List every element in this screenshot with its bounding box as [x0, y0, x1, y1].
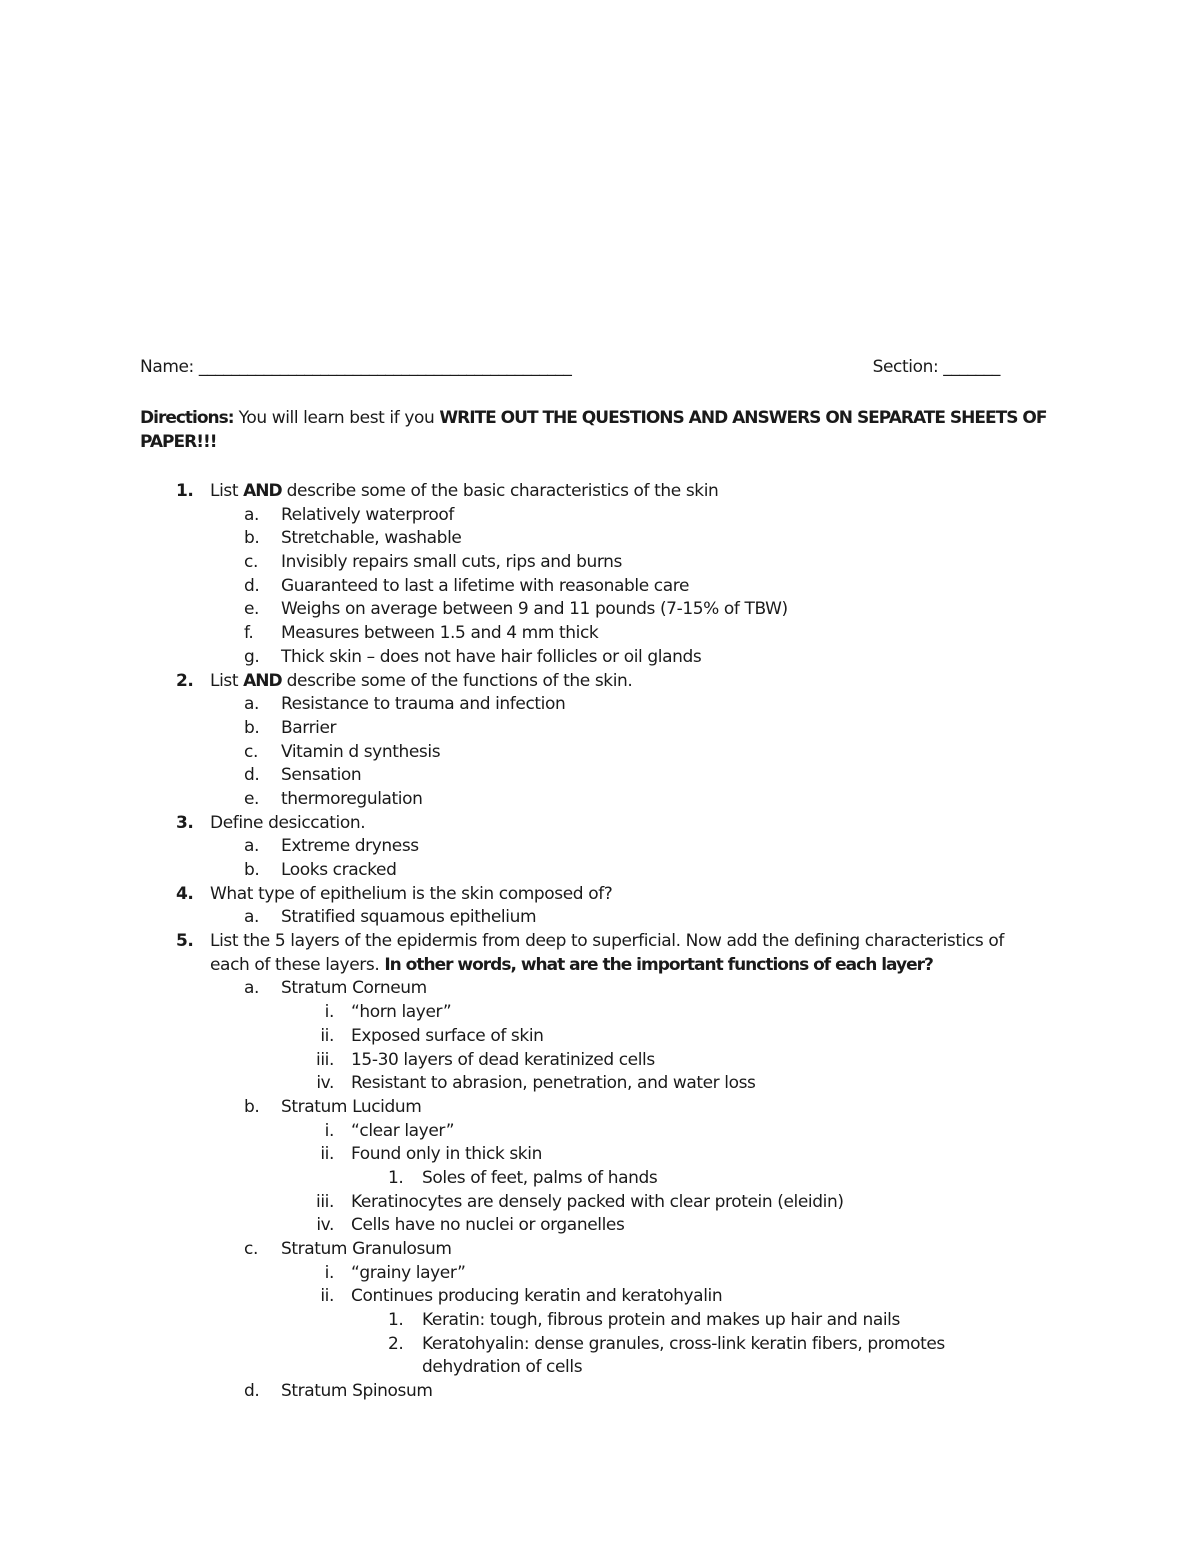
question-text-bold: In other words, what are the important functions of each layer?: [384, 954, 933, 975]
sub-item: [140, 1262, 1060, 1286]
section-field-label: Section: _______: [872, 357, 1000, 377]
layer-item: [140, 1096, 1060, 1120]
layer-item: [140, 977, 1060, 1001]
item-text: Extreme dryness: [281, 836, 419, 857]
question-number: 2.: [176, 670, 194, 691]
item-text: Stratum Lucidum: [281, 1096, 422, 1117]
directions-label: Directions:: [140, 408, 234, 428]
answer-item: [140, 906, 1060, 930]
item-text: Stratum Corneum: [281, 978, 427, 999]
sub-item: [140, 1049, 1060, 1073]
item-text: Stratified squamous epithelium: [281, 907, 537, 928]
sub-sub-item-text: Keratohyalin: dense granules, cross-link keratin fibers, promotes: [422, 1333, 945, 1354]
item-label: g.: [244, 646, 260, 667]
sub-sub-item: [140, 1309, 1060, 1333]
answer-item: [140, 598, 1060, 622]
layer-item: [140, 1238, 1060, 1262]
item-text: Stratum Spinosum: [281, 1381, 433, 1402]
item-label: a.: [244, 504, 260, 525]
answer-item: [140, 504, 1060, 528]
question-5: [140, 930, 1060, 954]
item-text: Vitamin d synthesis: [281, 741, 441, 762]
item-text: thermoregulation: [281, 788, 423, 809]
item-text: Measures between 1.5 and 4 mm thick: [281, 623, 599, 644]
item-label: d.: [244, 765, 260, 786]
worksheet: [140, 355, 1060, 1404]
sub-item-text: “horn layer”: [351, 1002, 452, 1023]
sub-item: [140, 1072, 1060, 1096]
number-label: 1.: [388, 1310, 404, 1331]
item-label: c.: [244, 1239, 258, 1259]
question-text: Define desiccation.: [210, 812, 366, 833]
sub-item-text: Found only in thick skin: [351, 1144, 542, 1165]
layer-item: [140, 1380, 1060, 1404]
roman-label: iii.: [316, 1191, 334, 1212]
roman-label: ii.: [320, 1025, 334, 1046]
directions-text: You will learn best if you: [233, 408, 440, 428]
roman-label: iii.: [316, 1049, 334, 1070]
number-label: 1.: [388, 1167, 404, 1188]
item-text: Relatively waterproof: [281, 504, 454, 525]
sub-item-text: 15-30 layers of dead keratinized cells: [351, 1049, 655, 1070]
item-text: Stretchable, washable: [281, 528, 462, 549]
item-label: e.: [244, 599, 260, 620]
item-label: e.: [244, 788, 260, 809]
directions-emphasis: WRITE OUT THE QUESTIONS AND ANSWERS ON SEPARATE SHEETS OF PAPER!!!: [140, 408, 1047, 452]
answer-item: [140, 646, 1060, 670]
roman-label: ii.: [320, 1286, 334, 1307]
sub-item: [140, 1191, 1060, 1215]
sub-item-text: Exposed surface of skin: [351, 1025, 544, 1046]
item-text: Barrier: [281, 717, 337, 738]
item-label: a.: [244, 978, 260, 999]
question-text-line-2: each of these layers.: [210, 954, 385, 975]
item-label: a.: [244, 836, 260, 857]
sub-item: [140, 1025, 1060, 1049]
item-text: Stratum Granulosum: [281, 1239, 452, 1259]
sub-item-text: Resistant to abrasion, penetration, and water loss: [351, 1073, 756, 1094]
item-label: d.: [244, 575, 260, 596]
question-text-pre: List: [210, 481, 244, 501]
item-text: Guaranteed to last a lifetime with reasonable care: [281, 575, 690, 596]
question-number: 3.: [176, 812, 194, 833]
item-label: b.: [244, 717, 260, 738]
item-text: Sensation: [281, 765, 362, 786]
item-label: b.: [244, 860, 260, 880]
question-number: 1.: [176, 481, 194, 501]
question-text-bold: AND: [243, 670, 282, 691]
question-2: [140, 670, 1060, 694]
sub-sub-item-continued: [140, 1356, 1060, 1380]
answer-item: [140, 575, 1060, 599]
sub-item-text: Keratinocytes are densely packed with clear protein (eleidin): [351, 1191, 844, 1212]
roman-label: ii.: [320, 1144, 334, 1165]
item-label: c.: [244, 552, 258, 573]
sub-item-text: Continues producing keratin and keratohyalin: [351, 1286, 723, 1307]
answer-item: [140, 859, 1060, 883]
sub-sub-item-text: Keratin: tough, fibrous protein and makes up hair and nails: [422, 1310, 900, 1331]
sub-sub-item: [140, 1167, 1060, 1191]
sub-sub-item-text: dehydration of cells: [422, 1357, 583, 1378]
answer-item: [140, 835, 1060, 859]
question-text: What type of epithelium is the skin composed of?: [210, 883, 613, 904]
question-text-pre: List: [210, 670, 244, 691]
header-row: [140, 355, 1000, 379]
answer-item: [140, 693, 1060, 717]
question-text-post: describe some of the basic characteristics of the skin: [281, 481, 719, 501]
item-label: c.: [244, 741, 258, 762]
sub-item: [140, 1214, 1060, 1238]
question-3: [140, 812, 1060, 836]
sub-sub-item: [140, 1333, 1060, 1357]
item-label: a.: [244, 907, 260, 928]
name-field-label: Name: ______________________________________________: [140, 357, 572, 377]
item-text: Looks cracked: [281, 860, 397, 880]
question-number: 4.: [176, 883, 194, 904]
item-label: d.: [244, 1381, 260, 1402]
roman-label: i.: [324, 1002, 334, 1023]
sub-item-text: “clear layer”: [351, 1120, 455, 1141]
number-label: 2.: [388, 1333, 404, 1354]
item-label: a.: [244, 694, 260, 715]
question-text-line-1: List the 5 layers of the epidermis from deep to superficial. Now add the defining characteristics of: [210, 931, 1004, 952]
question-1: [140, 480, 1060, 504]
roman-label: i.: [324, 1120, 334, 1141]
sub-item: [140, 1120, 1060, 1144]
sub-sub-item-text: Soles of feet, palms of hands: [422, 1167, 658, 1188]
sub-item: [140, 1143, 1060, 1167]
answer-item: [140, 622, 1060, 646]
sub-item-text: Cells have no nuclei or organelles: [351, 1215, 625, 1236]
answer-item: [140, 551, 1060, 575]
question-4: [140, 883, 1060, 907]
question-number: 5.: [176, 931, 194, 952]
item-text: Weighs on average between 9 and 11 pounds (7-15% of TBW): [281, 599, 788, 620]
question-5-continued: [140, 954, 1060, 978]
item-text: Invisibly repairs small cuts, rips and burns: [281, 552, 622, 573]
item-text: Thick skin – does not have hair follicles or oil glands: [281, 646, 702, 667]
answer-item: [140, 764, 1060, 788]
item-label: f.: [244, 623, 254, 644]
directions: [140, 406, 1060, 454]
answer-item: [140, 788, 1060, 812]
answer-item: [140, 741, 1060, 765]
roman-label: iv.: [316, 1073, 334, 1094]
roman-label: i.: [324, 1262, 334, 1283]
sub-item: [140, 1285, 1060, 1309]
question-text-bold: AND: [243, 481, 282, 501]
sub-item-text: “grainy layer”: [351, 1262, 466, 1283]
roman-label: iv.: [316, 1215, 334, 1236]
item-label: b.: [244, 1096, 260, 1117]
item-label: b.: [244, 528, 260, 549]
question-text-post: describe some of the functions of the skin.: [281, 670, 633, 691]
item-text: Resistance to trauma and infection: [281, 694, 566, 715]
sub-item: [140, 1001, 1060, 1025]
answer-item: [140, 527, 1060, 551]
answer-item: [140, 717, 1060, 741]
